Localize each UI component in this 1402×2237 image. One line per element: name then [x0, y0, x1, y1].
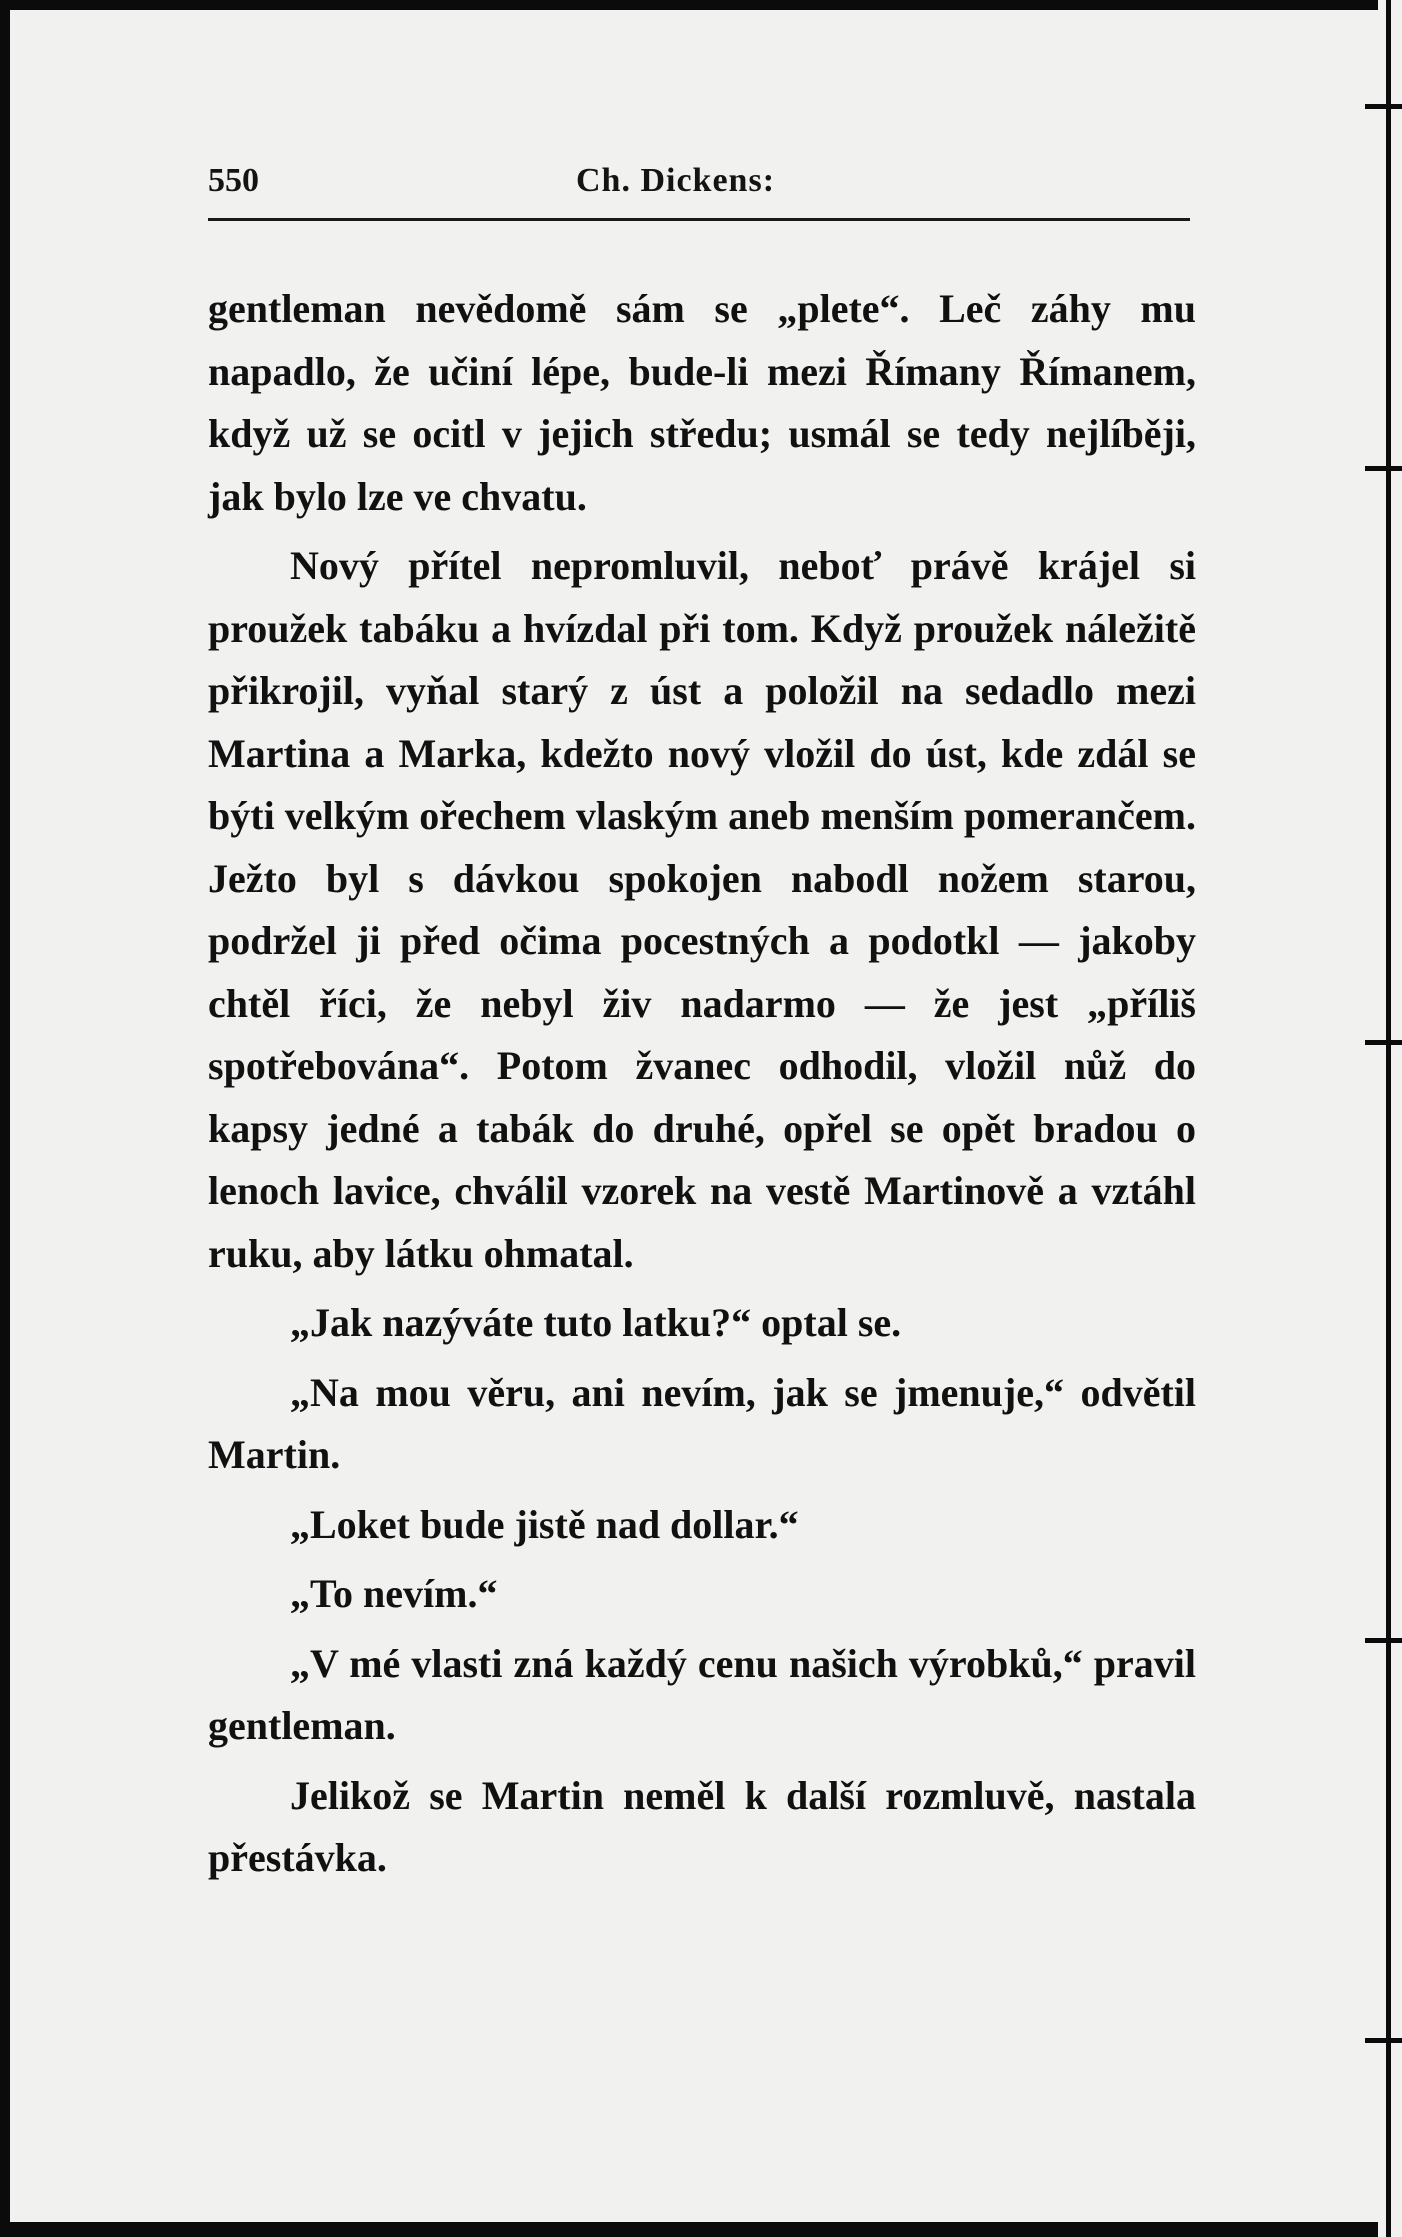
running-header — [208, 162, 1190, 212]
paragraph: gentleman nevědomě sám se „plete“. Leč záhy mu napadlo, že učiní lépe, bude-li mezi Římany Římanem, když už se ocitl v jejich středu; usmál se tedy nejlíběji, jak bylo lze ve chvatu. — [208, 286, 1196, 519]
paragraph: Jelikož se Martin neměl k další rozmluvě, nastala přestávka. — [208, 1772, 1196, 1880]
binding-rule — [1386, 0, 1391, 2237]
binding-mark — [1365, 1638, 1402, 1643]
paragraph: „V mé vlasti zná každý cenu našich výrobků,“ pravil gentleman. — [208, 1640, 1196, 1748]
binding-mark — [1365, 1040, 1402, 1045]
binding-mark — [1365, 2038, 1402, 2043]
running-title: Ch. Dickens: — [576, 162, 776, 199]
binding-mark — [1365, 466, 1402, 471]
binding-mark — [1365, 104, 1402, 109]
paragraph: „Na mou věru, ani nevím, jak se jmenuje,“ odvětil Martin. — [208, 1369, 1196, 1477]
paragraph: Nový přítel nepromluvil, neboť právě krájel si proužek tabáku a hvízdal při tom. Když proužek náležitě přikrojil, vyňal starý z úst a položil na sedadlo mezi Martina a Marka, kdežto nový vložil do úst, kde zdál se býti velkým ořechem vlaským aneb menším pomerančem. Ježto byl s dávkou spokojen nabodl nožem starou, podržel ji před očima pocestných a podotkl — jakoby chtěl říci, že nebyl živ nadarmo — že jest „příliš spotřebována“. Potom žvanec odhodil, vložil nůž do kapsy jedné a tabák do druhé, opřel se opět bradou o lenoch lavice, chválil vzorek na vestě Martinově a vztáhl ruku, aby látku ohmatal. — [208, 543, 1196, 1276]
paragraph: „Loket bude jistě nad dollar.“ — [290, 1501, 799, 1547]
header-rule — [208, 218, 1190, 221]
page-number: 550 — [208, 162, 259, 199]
paragraph: „To nevím.“ — [290, 1571, 498, 1616]
paragraph: „Jak nazýváte tuto latku?“ optal se. — [290, 1300, 902, 1345]
body-text — [208, 278, 1196, 1890]
